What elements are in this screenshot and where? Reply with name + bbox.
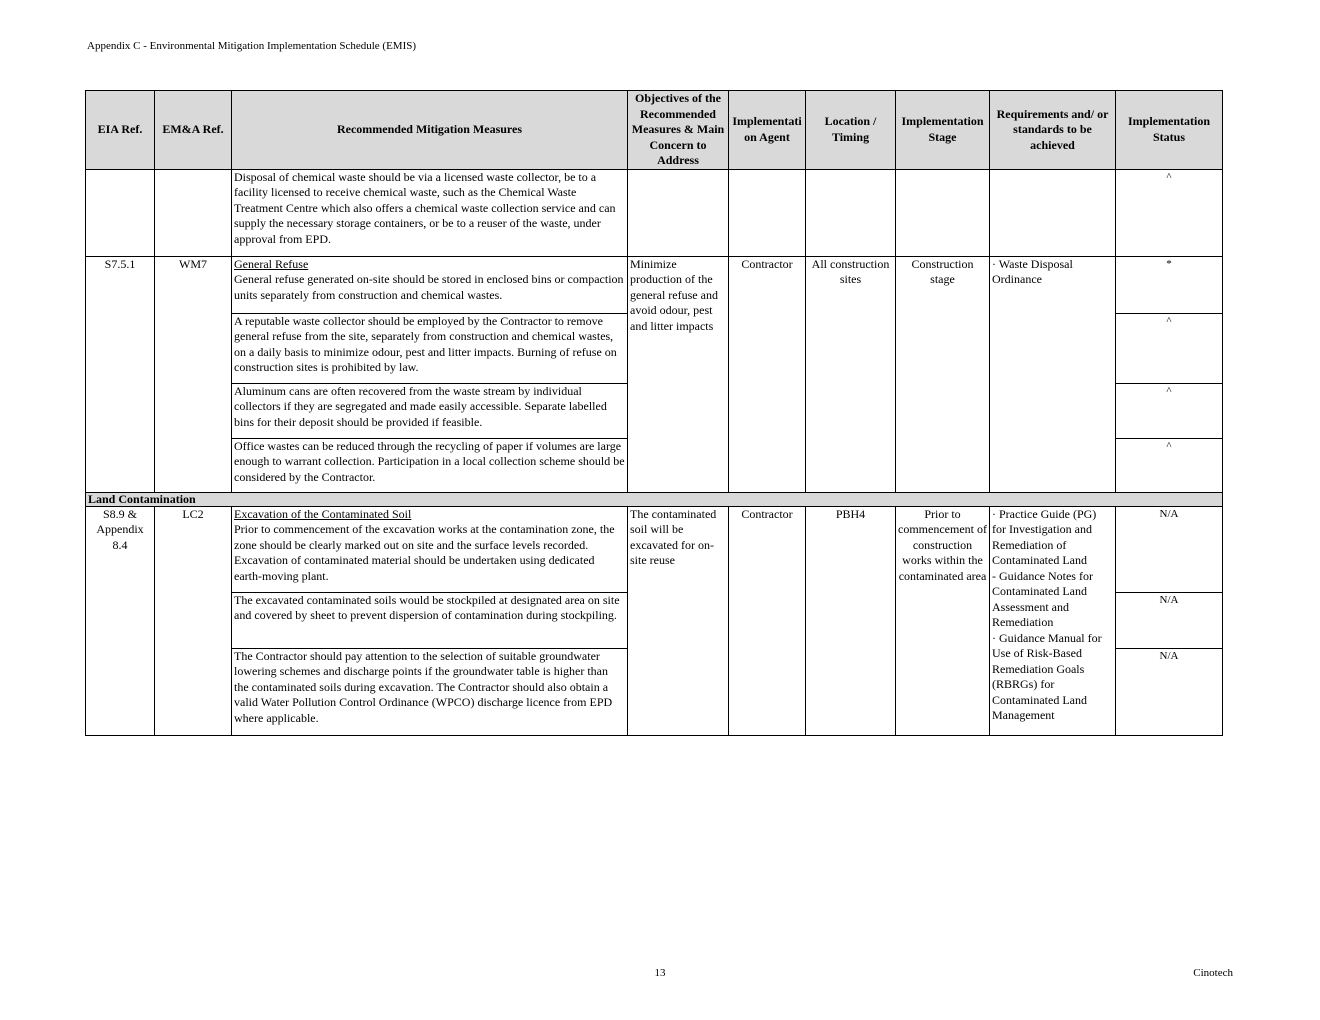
header-status: Implementation Status — [1116, 91, 1223, 170]
header-objectives: Objectives of the Recommended Measures & Main Concern to Address — [628, 91, 729, 170]
requirements-cell: · Waste Disposal Ordinance — [990, 256, 1116, 492]
measure-text: Aluminum cans are often recovered from the waste stream by individual collectors if they are segregated and made easily accessible. Separate labelled bins for their deposit should be provided if feasible. — [232, 383, 628, 438]
agent-cell: Contractor — [729, 256, 806, 492]
location-cell: PBH4 — [806, 506, 896, 735]
measure-text: General refuse generated on-site should be stored in enclosed bins or compaction units separately from construction and chemical wastes. — [234, 272, 624, 302]
table-row — [86, 506, 1223, 592]
header-requirements: Requirements and/ or standards to be achieved — [990, 91, 1116, 170]
location-cell: All construction sites — [806, 256, 896, 492]
stage-cell: Prior to commencement of construction works within the contaminated area — [896, 506, 990, 735]
footer-company: Cinotech — [1193, 967, 1233, 979]
measure-title: Excavation of the Contaminated Soil — [234, 506, 412, 521]
objectives-cell: The contaminated soil will be excavated for on-site reuse — [628, 506, 729, 735]
agent-cell: Contractor — [729, 506, 806, 735]
section-title: Land Contamination — [86, 492, 1223, 506]
page-header: Appendix C - Environmental Mitigation Implementation Schedule (EMIS) — [87, 40, 417, 52]
measure-text: A reputable waste collector should be employed by the Contractor to remove general refuse from the site, separately from construction and chemical wastes, on a daily basis to minimize odour, pest and litter impacts. Burning of refuse on construction sites is prohibited by law. — [232, 313, 628, 383]
status-cell: ^ — [1116, 438, 1223, 492]
status-cell: ^ — [1116, 383, 1223, 438]
measure-cell — [232, 256, 628, 313]
table-row — [86, 256, 1223, 313]
table-header-row — [86, 91, 1223, 170]
ema-ref-cell: WM7 — [155, 256, 232, 492]
ema-ref-cell: LC2 — [155, 506, 232, 735]
requirement-item: - Guidance Notes for Contaminated Land Assessment and Remediation — [992, 568, 1093, 629]
measure-cell — [232, 506, 628, 592]
stage-cell: Construction stage — [896, 256, 990, 492]
header-agent: Implementati on Agent — [729, 91, 806, 170]
header-eia-ref: EIA Ref. — [86, 91, 155, 170]
eia-ref-cell: S7.5.1 — [86, 256, 155, 492]
requirement-item: · Guidance Manual for Use of Risk-Based Remediation Goals (RBRGs) for Contaminated Land Management — [992, 630, 1102, 722]
header-location: Location / Timing — [806, 91, 896, 170]
emis-table — [85, 90, 1223, 736]
measure-text: The excavated contaminated soils would be stockpiled at designated area on site and covered by sheet to prevent dispersion of contamination during stockpiling. — [232, 592, 628, 648]
measure-text: Office wastes can be reduced through the recycling of paper if volumes are large enough to warrant collection. Participation in a local collection scheme should be considered by the Contractor. — [232, 438, 628, 492]
section-row — [86, 492, 1223, 506]
page-number: 13 — [654, 967, 666, 979]
header-ema-ref: EM&A Ref. — [155, 91, 232, 170]
status-cell: ^ — [1116, 169, 1223, 256]
eia-ref-cell: S8.9 & Appendix 8.4 — [86, 506, 155, 735]
measure-text: Prior to commencement of the excavation works at the contamination zone, the zone should be clearly marked out on site and the surface levels recorded. Excavation of contaminated material should be undertaken using dedicated earth-moving plant. — [234, 522, 615, 583]
header-measures: Recommended Mitigation Measures — [232, 91, 628, 170]
status-cell: N/A — [1116, 506, 1223, 592]
requirements-cell — [990, 506, 1116, 735]
status-cell: N/A — [1116, 648, 1223, 735]
measure-text: Disposal of chemical waste should be via a licensed waste collector, be to a facility licensed to receive chemical waste, such as the Chemical Waste Treatment Centre which also offers a chemical waste collection service and can supply the necessary storage containers, or be to a reuser of the waste, under approval from EPD. — [232, 169, 628, 256]
measure-text: The Contractor should pay attention to the selection of suitable groundwater lowering schemes and discharge points if the groundwater table is higher than the contaminated soils during excavation. The Contractor should also obtain a valid Water Pollution Control Ordinance (WPCO) discharge licence from EPD where applicable. — [232, 648, 628, 735]
objectives-cell: Minimize production of the general refuse and avoid odour, pest and litter impacts — [628, 256, 729, 492]
status-cell: * — [1116, 256, 1223, 313]
table-row — [86, 169, 1223, 256]
requirement-item: · Practice Guide (PG) for Investigation and Remediation of Contaminated Land — [992, 506, 1097, 567]
header-stage: Implementation Stage — [896, 91, 990, 170]
measure-title: General Refuse — [234, 256, 309, 271]
status-cell: N/A — [1116, 592, 1223, 648]
status-cell: ^ — [1116, 313, 1223, 383]
